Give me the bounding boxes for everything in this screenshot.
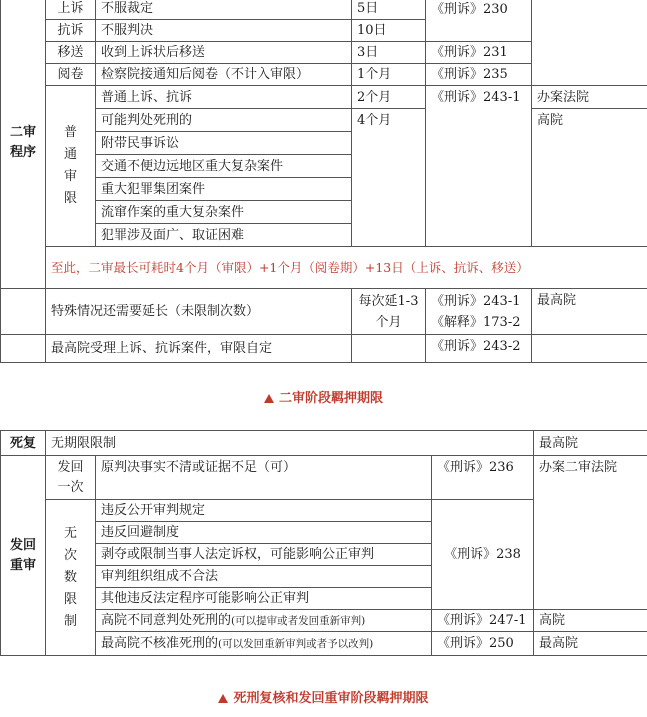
death-review-org: 最高院: [534, 431, 647, 456]
ordinary-item-5: 重大犯罪集团案件: [96, 178, 352, 201]
ordinary-item-2: 可能判处死刑的: [96, 109, 352, 132]
transfer-law: 《刑诉》231: [426, 42, 532, 64]
death-review-remand-table: [0, 430, 647, 656]
remand-once-org: 办案二审法院: [534, 456, 647, 610]
death-review-item: 无期限限制: [46, 431, 534, 456]
spc-self-set-item: 最高院受理上诉、抗诉案件，审限自定: [46, 335, 352, 363]
caption-second-trial-text: 二审阶段羁押期限: [278, 391, 383, 406]
remand-once-law: 《刑诉》236: [432, 456, 534, 500]
special-extension-org: 最高院: [532, 289, 647, 335]
triangle-icon: [264, 394, 274, 403]
caption-second-trial: [0, 387, 647, 406]
appeal-period-ruling: 5日: [352, 0, 426, 20]
high-court-law: 《刑诉》247-1: [432, 610, 534, 632]
ordinary-item-1: 普通上诉、抗诉: [96, 86, 352, 109]
violations-law: 《刑诉》238: [432, 500, 534, 610]
death-review-label: 死复: [1, 431, 46, 456]
review-label: 阅卷: [46, 64, 96, 86]
review-item: 检察院接通知后阅卷（不计入审限）: [96, 64, 352, 86]
spc-item-text: 最高院不核准死刑的: [101, 635, 219, 651]
review-law: 《刑诉》235: [426, 64, 532, 86]
special-extension-law: [426, 289, 532, 335]
spc-org: 最高院: [534, 632, 647, 656]
violation-4: 审判组织组成不合法: [96, 566, 432, 588]
violation-1: 违反公开审判规定: [96, 500, 432, 522]
stage-text: 二审程序: [9, 125, 36, 160]
ordinary-org-2: 高院: [532, 109, 647, 247]
violation-5: 其他违反法定程序可能影响公正审判: [96, 588, 432, 610]
caption-death-review-text: 死刑复核和发回重审阶段羁押期限: [233, 691, 429, 706]
remand-once-label: [46, 456, 96, 500]
remand-text: 发回重审: [9, 537, 36, 573]
review-period: 1个月: [352, 64, 426, 86]
high-court-note: (可以提审或者发回重新审判): [231, 614, 366, 627]
remand-label: [1, 456, 46, 656]
special-law-b: 《解释》173-2: [431, 314, 521, 330]
spc-law: 《刑诉》250: [432, 632, 534, 656]
unlimited-text: 无次数限制: [63, 525, 77, 629]
appeal-label: 上诉: [46, 0, 96, 20]
ordinary-item-4: 交通不便边远地区重大复杂案件: [96, 155, 352, 178]
spc-note: (可以发回重新审判或者予以改判): [218, 637, 374, 650]
special-extension-period: 每次延1-3个月: [352, 289, 426, 335]
caption-death-review: [0, 687, 647, 706]
blank-org-cell: [532, 0, 647, 86]
protest-label: 抗诉: [46, 20, 96, 42]
ordinary-period-2: 4个月: [352, 109, 426, 247]
violation-3: 剥夺或限制当事人法定诉权，可能影响公正审判: [96, 544, 432, 566]
stage-label-second-trial: [1, 0, 46, 289]
appeal-period-judgment: 10日: [352, 20, 426, 42]
high-court-item-text: 高院不同意判处死刑的: [101, 612, 232, 628]
ordinary-item-3: 附带民事诉讼: [96, 132, 352, 155]
special-extension-item: 特殊情况还需要延长（未限制次数）: [46, 289, 352, 335]
ordinary-item-7: 犯罪涉及面广、取证困难: [96, 224, 352, 247]
appeal-item-judgment: 不服判决: [96, 20, 352, 42]
unlimited-label: [46, 500, 96, 656]
ordinary-law: 《刑诉》243-1: [426, 86, 532, 247]
special-law-a: 《刑诉》243-1: [431, 293, 521, 309]
ordinary-period-1: 2个月: [352, 86, 426, 109]
high-court-org: 高院: [534, 610, 647, 632]
remand-once-text: 发回一次: [57, 459, 84, 495]
ordinary-org-1: 办案法院: [532, 86, 647, 109]
summary-note: 至此，二审最长可耗时4个月（审限）+1个月（阅卷期）+13日（上诉、抗诉、移送）: [46, 247, 647, 289]
spc-item: [96, 632, 432, 656]
transfer-period: 3日: [352, 42, 426, 64]
high-court-item: [96, 610, 432, 632]
appeal-law: 《刑诉》230: [426, 0, 532, 42]
transfer-item: 收到上诉状后移送: [96, 42, 352, 64]
ordinary-item-6: 流窜作案的重大复杂案件: [96, 201, 352, 224]
ordinary-limit-label: [46, 86, 96, 247]
spc-self-set-law: 《刑诉》243-2: [426, 335, 532, 363]
triangle-icon: [218, 694, 228, 703]
remand-once-item: 原判决事实不清或证据不足（可）: [96, 456, 432, 500]
violation-2: 违反回避制度: [96, 522, 432, 544]
appeal-item-ruling: 不服裁定: [96, 0, 352, 20]
ordinary-limit-text: 普通审限: [63, 125, 77, 206]
transfer-label: 移送: [46, 42, 96, 64]
